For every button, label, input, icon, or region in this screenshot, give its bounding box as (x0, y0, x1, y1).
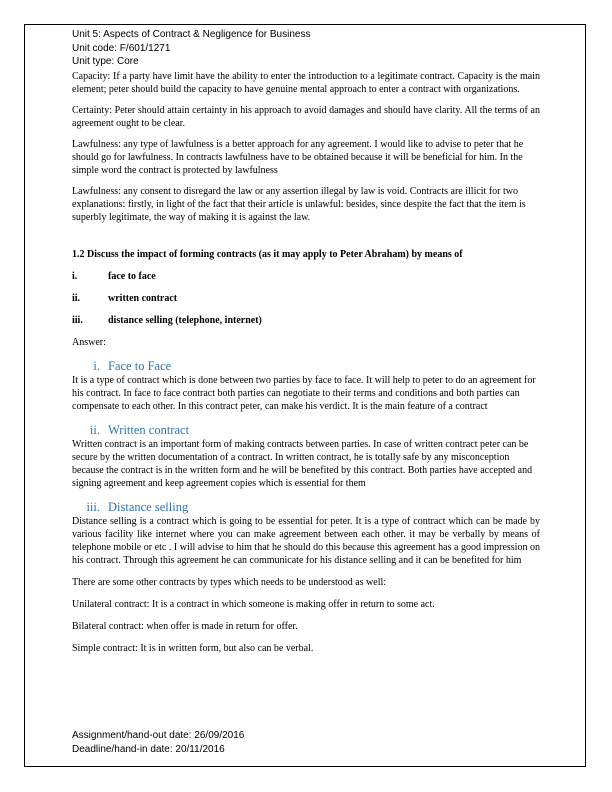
section-number: ii. (89, 422, 100, 437)
document-body (72, 28, 540, 655)
lawfulness-paragraph-1: Lawfulness: any type of lawfulness is a better approach for any agreement. I would like to advise to peter that he should go for lawfulness. In contracts lawfulness have to be obtained because it will be beneficial for him. In the simple word the contract is protected by lawfulness (72, 138, 524, 176)
section-body-face-to-face: It is a type of contract which is done between two parties by face to face. It will help to peter to do an agreement for his contract. In face to face contract both parties can negotiate to their terms and conditions and both parties can compensate to each other. In this contract peter, can make his verdict. It is the main feature of a contract (72, 374, 536, 412)
section-number: iii. (86, 499, 100, 514)
handout-date: Assignment/hand-out date: 26/09/2016 (72, 730, 245, 741)
section-heading-distance-selling (72, 499, 540, 515)
question-title: 1.2 Discuss the impact of forming contracts (as it may apply to Peter Abraham) by means of (72, 248, 463, 260)
question-item (72, 292, 540, 305)
certainty-paragraph: Certainty: Peter should attain certainty in his approach to avoid damages and should have clarity. All the terms of an agreement ought to be clear. (72, 104, 540, 129)
question-item-number: ii. (72, 292, 81, 304)
answer-label: Answer: (72, 336, 106, 348)
section-title: Distance selling (108, 499, 189, 514)
section-body-written-contract: Written contract is an important form of making contracts between parties. In case of written contract peter can be secure by the written documentation of a contract. In written contract, he is totally safe by any misconception because the contract is in the written form and he will be benefited by this contract. Both parties have accepted and signing agreement and keep agreement copies which is essential for them (72, 438, 533, 489)
question-item-number: i. (72, 270, 78, 282)
unit-code: Unit code: F/601/1271 (72, 42, 171, 54)
question-item-number: iii. (72, 314, 83, 326)
section-heading-written-contract (72, 422, 540, 438)
bilateral-contract: Bilateral contract: when offer is made in return for offer. (72, 620, 298, 632)
unit-header (72, 28, 540, 69)
section-body-distance-selling: Distance selling is a contract which is going to be essential for peter. It is a type of contract which can be made by various facility like internet where you can make agreement between each other. it may be verbally by means of telephone mobile or etc . I will advise to him that he should do this because this agreement has a good impression on his contract. Through this agreement he can communicate for his distance selling and it can be benefited for him (72, 515, 540, 566)
unilateral-contract: Unilateral contract: It is a contract in which someone is making offer in return to some act. (72, 598, 435, 610)
section-number: i. (93, 358, 100, 373)
question-item-label: face to face (108, 270, 156, 282)
question-item-label: distance selling (telephone, internet) (108, 314, 262, 326)
question-item-label: written contract (108, 292, 178, 304)
lawfulness-paragraph-2: Lawfulness: any consent to disregard the law or any assertion illegal by law is void. Contracts are illicit for two explanations: firstly, in light of the fact that their article is unlawful: besides, since despite the fact that the item is superbly legitimate, the way of making it is against the law. (72, 185, 526, 223)
section-heading-face-to-face (72, 358, 540, 374)
unit-type: Unit type: Core (72, 56, 139, 67)
page-footer (72, 729, 540, 757)
question-item (72, 270, 540, 283)
section-title: Face to Face (108, 358, 172, 373)
capacity-paragraph: Capacity: If a party have limit have the ability to enter the introduction to a legitimate contract. Capacity is the main element; peter should build the capacity to have genuine mental approach to enter a contract with organizations. (72, 70, 540, 95)
other-contracts-intro: There are some other contracts by types which needs to be understood as well: (72, 576, 387, 588)
deadline-date: Deadline/hand-in date: 20/11/2016 (72, 744, 225, 755)
section-title: Written contract (108, 422, 190, 437)
simple-contract: Simple contract: It is in written form, but also can be verbal. (72, 642, 314, 654)
question-item (72, 314, 540, 327)
unit-title: Unit 5: Aspects of Contract & Negligence for Business (72, 29, 311, 40)
